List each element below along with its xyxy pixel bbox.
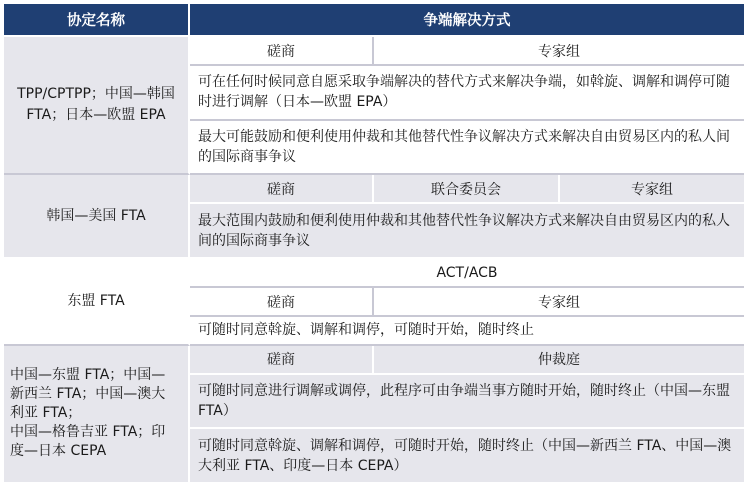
table-header-row xyxy=(4,4,744,37)
agreement-name-line: TPP/CPTPP；中国—韩国 xyxy=(17,86,175,103)
agreement-name-line: 新西兰 FTA；中国—澳大 xyxy=(10,386,166,403)
method-description: 最大范围内鼓励和便利使用仲裁和其他替代性争议解决方式来解决自由贸易区内的私人间的国际商事争议 xyxy=(190,204,744,259)
method-expert-panel: 专家组 xyxy=(560,175,744,204)
header-agreement-name: 协定名称 xyxy=(4,4,190,37)
agreement-name-line: 中国—格鲁吉亚 FTA；印 xyxy=(10,424,166,441)
agreement-name-line: 度—日本 CEPA xyxy=(10,443,107,460)
agreement-name-line: 韩国—美国 FTA xyxy=(46,207,146,224)
agreement-name-line: FTA；日本—欧盟 EPA xyxy=(26,107,166,124)
header-dispute-method: 争端解决方式 xyxy=(190,4,744,37)
agreement-name-cell xyxy=(4,175,190,259)
table-row xyxy=(4,37,744,66)
method-description: 可随时同意进行调解或调停，此程序可由争端当事方随时开始，随时终止（中国—东盟 FTA） xyxy=(190,375,744,430)
method-consultation: 磋商 xyxy=(190,175,374,204)
dispute-settlement-table xyxy=(4,4,744,484)
agreement-name-line: 利亚 FTA； xyxy=(10,405,82,422)
method-expert-panel: 专家组 xyxy=(374,37,744,66)
method-description: 可随时同意斡旋、调解和调停，可随时开始，随时终止 xyxy=(190,317,744,346)
table-row xyxy=(4,259,744,288)
method-arbitral-tribunal: 仲裁庭 xyxy=(374,346,744,375)
agreement-name-line: 中国—东盟 FTA；中国— xyxy=(10,367,166,384)
method-description: 可随时同意斡旋、调解和调停，可随时开始，随时终止（中国—新西兰 FTA、中国—澳大利亚 FTA、印度—日本 CEPA） xyxy=(190,429,744,484)
method-joint-committee: 联合委员会 xyxy=(374,175,560,204)
method-expert-panel: 专家组 xyxy=(374,288,744,317)
method-act-acb: ACT/ACB xyxy=(190,259,744,288)
agreement-name-cell xyxy=(4,259,190,346)
method-description: 可在任何时候同意自愿采取争端解决的替代方式来解决争端，如斡旋、调解和调停可随时进行调解（日本—欧盟 EPA） xyxy=(190,66,744,121)
agreement-name-cell xyxy=(4,37,190,175)
method-description: 最大可能鼓励和便利使用仲裁和其他替代性争议解决方式来解决自由贸易区内的私人间的国际商事争议 xyxy=(190,121,744,176)
method-consultation: 磋商 xyxy=(190,37,374,66)
method-consultation: 磋商 xyxy=(190,288,374,317)
agreement-name-line: 东盟 FTA xyxy=(67,292,125,309)
table-row xyxy=(4,175,744,204)
table-row xyxy=(4,346,744,375)
method-consultation: 磋商 xyxy=(190,346,374,375)
agreement-name-cell xyxy=(4,346,190,484)
